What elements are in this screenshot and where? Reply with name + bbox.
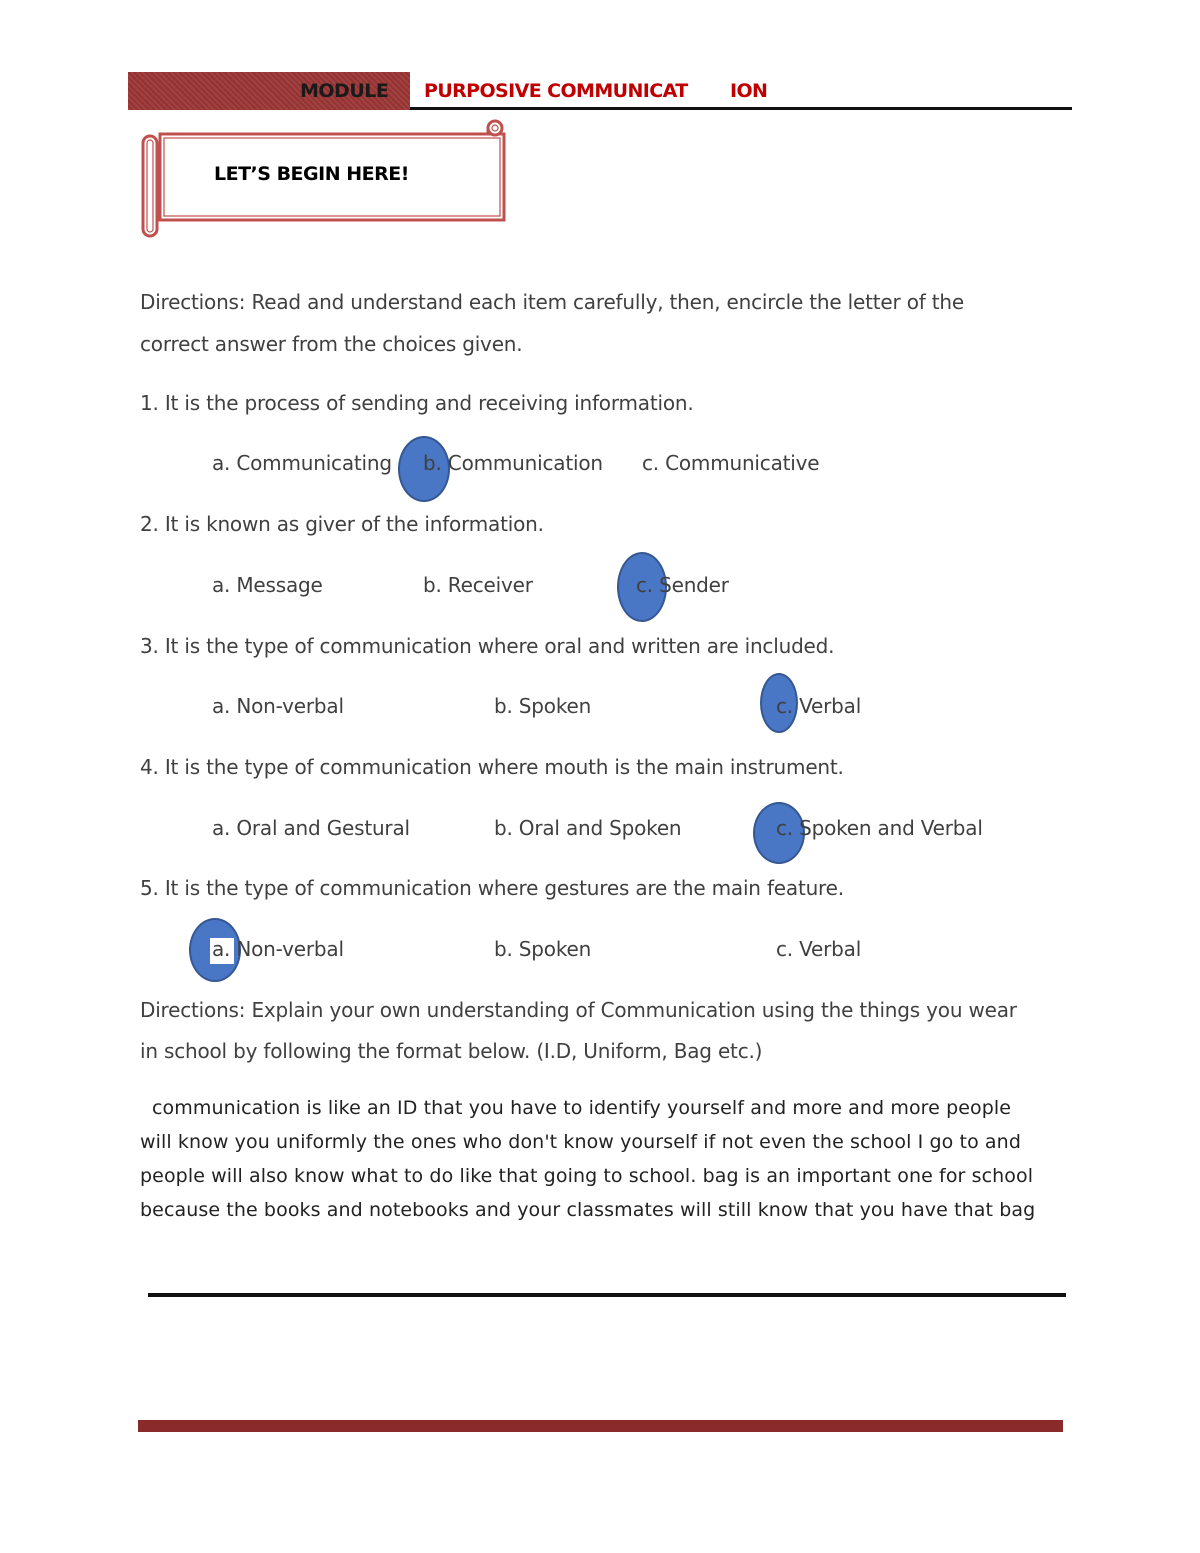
q1-choice-a[interactable]: a. Communicating — [212, 451, 392, 475]
directions2-line-1: Directions: Explain your own understanding of Communication using the things you wear — [140, 998, 1017, 1022]
q4-choice-a[interactable]: a. Oral and Gestural — [212, 816, 410, 840]
answer-line-2: will know you uniformly the ones who don't know yourself if not even the school I go to and — [140, 1131, 1021, 1153]
answer-line-1: communication is like an ID that you have to identify yourself and more and more people — [152, 1097, 1012, 1119]
question-2: 2. It is known as giver of the information. — [140, 512, 544, 536]
q3-choice-c[interactable]: c. Verbal — [776, 694, 862, 718]
question-5: 5. It is the type of communication where gestures are the main feature. — [140, 876, 844, 900]
banner-label: LET’S BEGIN HERE! — [214, 163, 409, 185]
directions-line-2: correct answer from the choices given. — [140, 332, 523, 356]
q2-choice-b[interactable]: b. Receiver — [423, 573, 533, 597]
directions2-line-2: in school by following the format below. (I.D, Uniform, Bag etc.) — [140, 1039, 763, 1063]
module-label: MODULE — [300, 80, 389, 102]
footer-bar — [138, 1420, 1063, 1432]
answer-line-3: people will also know what to do like that going to school. bag is an important one for school — [140, 1165, 1034, 1187]
course-title-part1: PURPOSIVE COMMUNICAT — [424, 80, 688, 102]
question-4: 4. It is the type of communication where mouth is the main instrument. — [140, 755, 844, 779]
q4-choice-b[interactable]: b. Oral and Spoken — [494, 816, 682, 840]
q5-choice-b[interactable]: b. Spoken — [494, 937, 592, 961]
q5-choice-a[interactable]: a. Non-verbal — [212, 937, 344, 961]
q2-choice-c[interactable]: c. Sender — [636, 573, 729, 597]
q2-choice-a[interactable]: a. Message — [212, 573, 323, 597]
answer-line-4: because the books and notebooks and your classmates will still know that you have that bag — [140, 1199, 1036, 1221]
q1-choice-b[interactable]: b. Communication — [423, 451, 603, 475]
course-title-part2: ION — [730, 80, 768, 102]
q4-choice-c[interactable]: c. Spoken and Verbal — [776, 816, 983, 840]
q1-choice-c[interactable]: c. Communicative — [642, 451, 820, 475]
answer-underline — [148, 1293, 1066, 1297]
question-3: 3. It is the type of communication where oral and written are included. — [140, 634, 835, 658]
q3-choice-a[interactable]: a. Non-verbal — [212, 694, 344, 718]
q5-choice-c[interactable]: c. Verbal — [776, 937, 862, 961]
question-1: 1. It is the process of sending and receiving information. — [140, 391, 694, 415]
directions-line-1: Directions: Read and understand each item carefully, then, encircle the letter of the — [140, 290, 964, 314]
q3-choice-b[interactable]: b. Spoken — [494, 694, 592, 718]
header-rule — [410, 107, 1072, 110]
